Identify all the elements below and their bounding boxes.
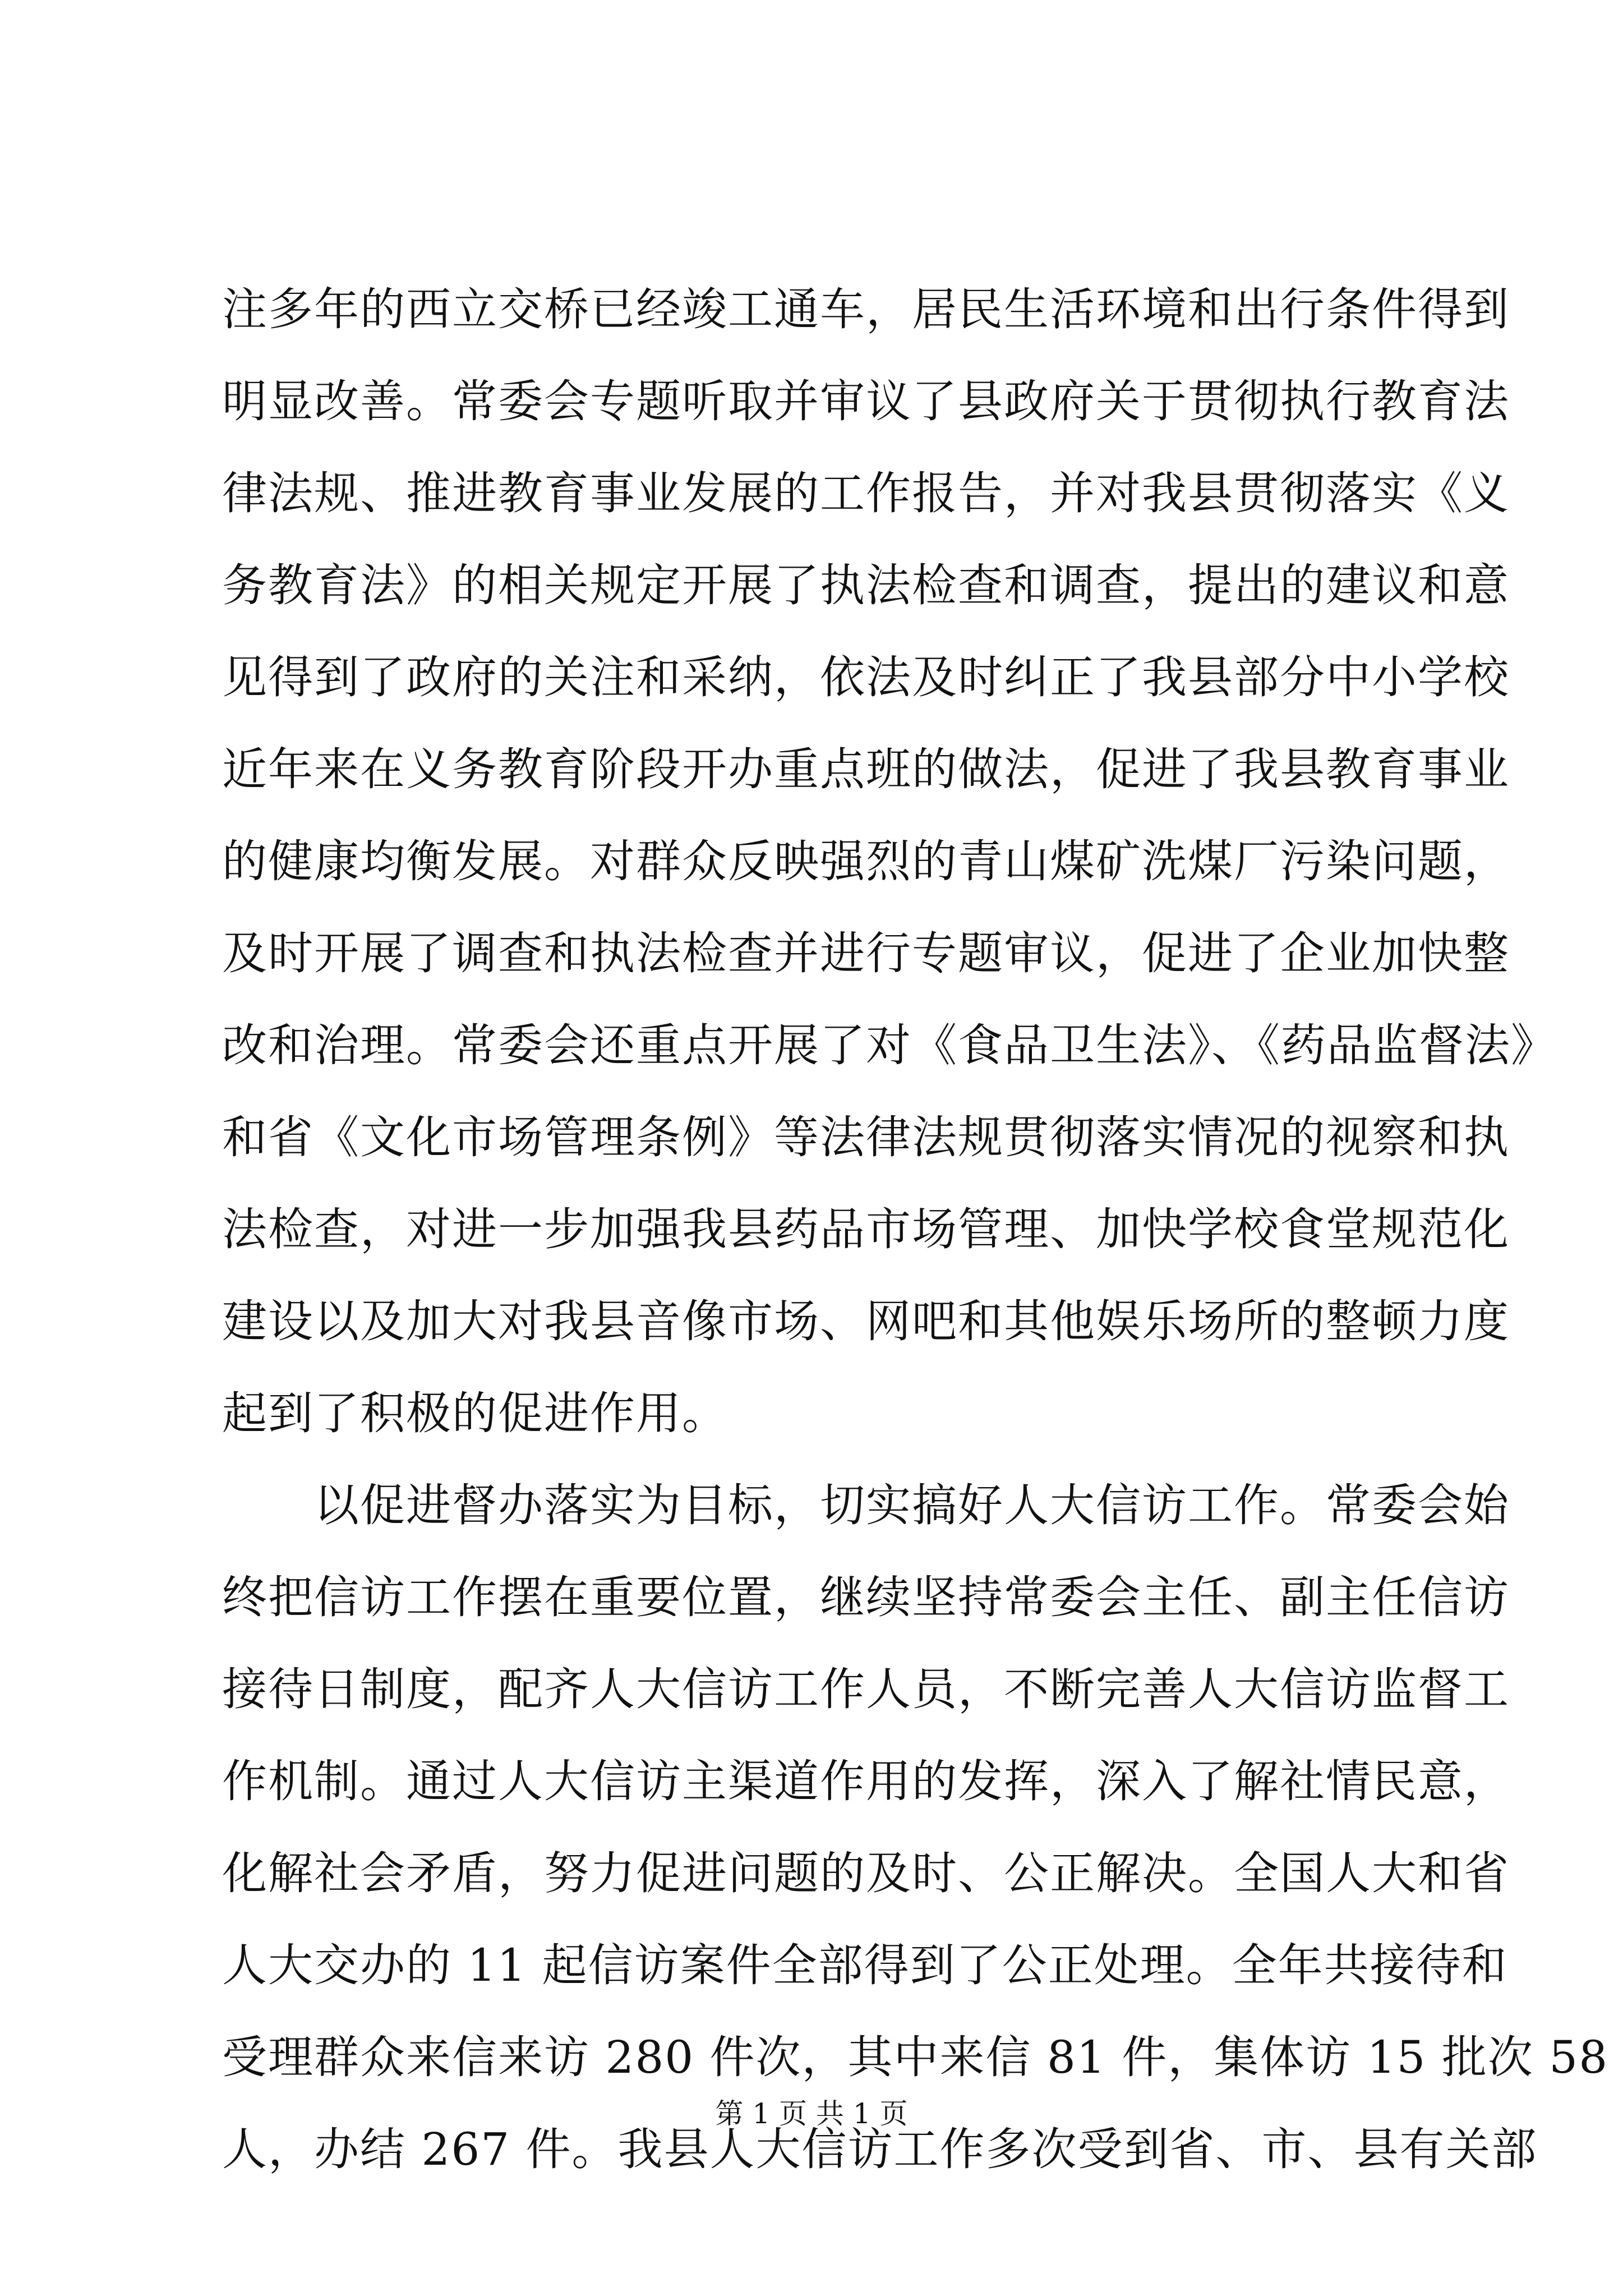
page-number-label: 第 1 页 共 1 页 bbox=[715, 2097, 908, 2130]
text-line: 建设以及加大对我县音像市场、网吧和其他娱乐场所的整顿力度 bbox=[222, 1295, 1510, 1347]
text-line: 及时开展了调查和执法检查并进行专题审议，促进了企业加快整 bbox=[222, 927, 1510, 979]
text-line: 明显改善。常委会专题听取并审议了县政府关于贯彻执行教育法 bbox=[222, 375, 1510, 427]
text-line: 的健康均衡发展。对群众反映强烈的青山煤矿洗煤厂污染问题， bbox=[222, 835, 1510, 887]
text-line: 作机制。通过人大信访主渠道作用的发挥，深入了解社情民意， bbox=[222, 1755, 1510, 1807]
text-line: 以促进督办落实为目标，切实搞好人大信访工作。常委会始 bbox=[222, 1479, 1510, 1531]
text-line: 注多年的西立交桥已经竣工通车，居民生活环境和出行条件得到 bbox=[222, 283, 1510, 335]
text-line: 人，办结 267 件。我县人大信访工作多次受到省、市、县有关部 bbox=[222, 2123, 1538, 2175]
body-text bbox=[222, 264, 1609, 2196]
text-line: 见得到了政府的关注和采纳，依法及时纠正了我县部分中小学校 bbox=[222, 651, 1510, 703]
text-line: 和省《文化市场管理条例》等法律法规贯彻落实情况的视察和执 bbox=[222, 1111, 1510, 1163]
text-line: 律法规、推进教育事业发展的工作报告，并对我县贯彻落实《义 bbox=[222, 467, 1510, 519]
text-line: 法检查，对进一步加强我县药品市场管理、加快学校食堂规范化 bbox=[222, 1203, 1510, 1255]
text-line: 人大交办的 11 起信访案件全部得到了公正处理。全年共接待和 bbox=[222, 1939, 1508, 1991]
text-line: 务教育法》的相关规定开展了执法检查和调查，提出的建议和意 bbox=[222, 559, 1510, 611]
text-line: 起到了积极的促进作用。 bbox=[222, 1387, 728, 1439]
text-line: 受理群众来信来访 280 件次，其中来信 81 件，集体访 15 批次 58 bbox=[222, 2031, 1609, 2083]
text-line: 接待日制度，配齐人大信访工作人员，不断完善人大信访监督工 bbox=[222, 1663, 1510, 1715]
page-footer bbox=[0, 2097, 1623, 2131]
text-line: 改和治理。常委会还重点开展了对《食品卫生法》、《药品监督法》 bbox=[222, 1019, 1557, 1071]
text-line: 终把信访工作摆在重要位置，继续坚持常委会主任、副主任信访 bbox=[222, 1571, 1510, 1623]
text-line: 近年来在义务教育阶段开办重点班的做法，促进了我县教育事业 bbox=[222, 743, 1510, 795]
text-line: 化解社会矛盾，努力促进问题的及时、公正解决。全国人大和省 bbox=[222, 1847, 1510, 1899]
